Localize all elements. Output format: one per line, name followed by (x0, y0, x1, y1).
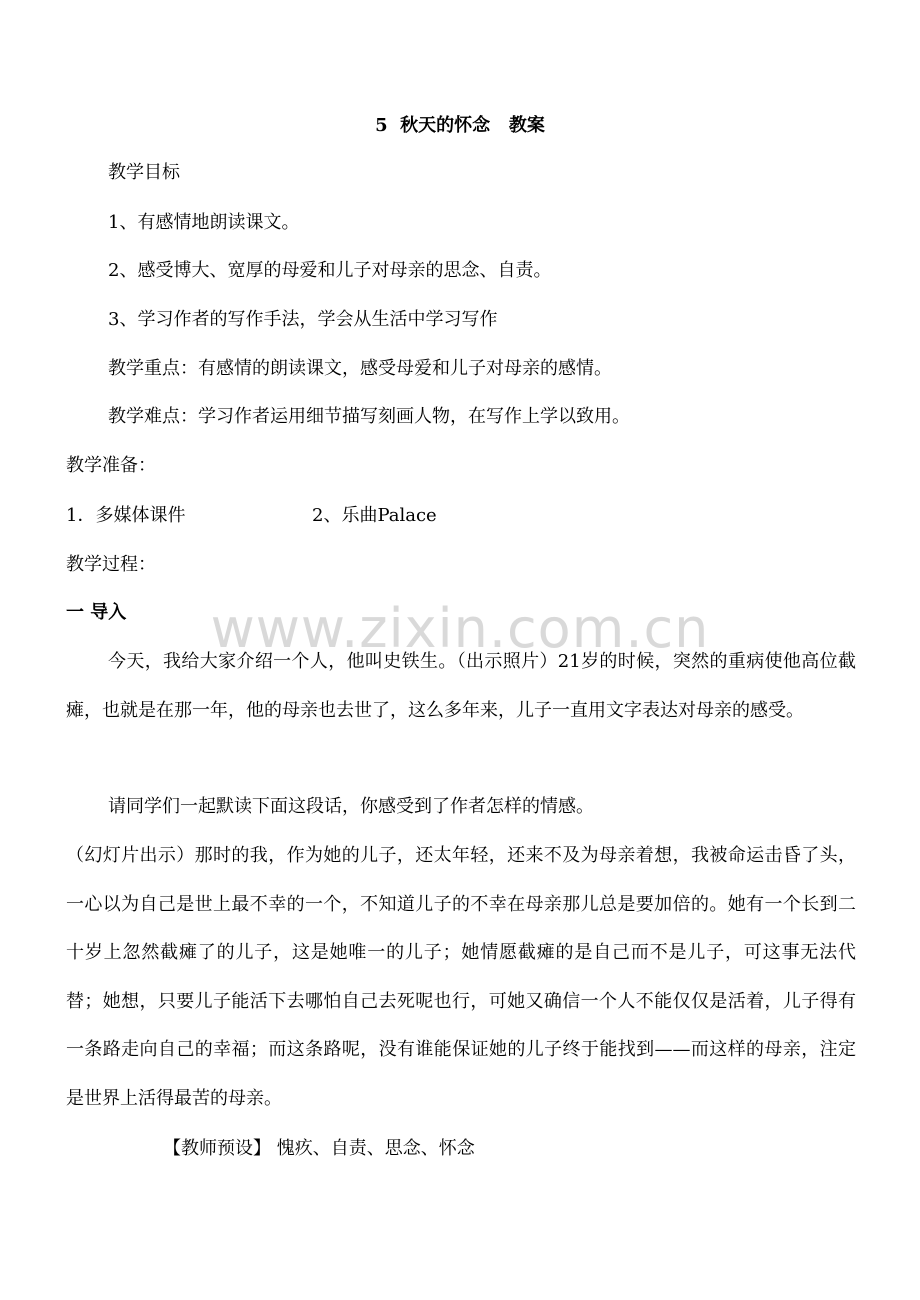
preparation-items (66, 504, 437, 528)
objective-item-2: 2、感受博大、宽厚的母爱和儿子对母亲的思念、自责。 (108, 260, 552, 281)
process-heading: 教学过程： (66, 554, 156, 575)
watermark: www.zixin.com.cn (210, 597, 710, 660)
teacher-preset: 【教师预设】 愧疚、自责、思念、怀念 (163, 1138, 475, 1159)
objective-item-3: 3、学习作者的写作手法，学会从生活中学习写作 (108, 309, 498, 330)
objectives-heading: 教学目标 (108, 162, 180, 183)
reading-instruction: 请同学们一起默读下面这段话，你感受到了作者怎样的情感。 (108, 796, 594, 817)
intro-paragraph: 今天，我给大家介绍一个人，他叫史铁生。（出示照片）21岁的时候，突然的重病使他高位截瘫，也就是在那一年，他的母亲也去世了，这么多年来，儿子一直用文字表达对母亲的感受。 (66, 651, 856, 721)
key-point: 教学重点：有感情的朗读课文，感受母爱和儿子对母亲的感情。 (108, 358, 612, 379)
objective-item-1: 1、有感情地朗读课文。 (108, 212, 300, 233)
preparation-item-1: 1．多媒体课件 (66, 505, 186, 526)
difficulty: 教学难点：学习作者运用细节描写刻画人物，在写作上学以致用。 (108, 406, 630, 427)
preparation-item-2: 2、乐曲Palace (312, 505, 437, 526)
document-title: 5 秋天的怀念 教案 (375, 115, 545, 136)
preparation-heading: 教学准备： (66, 455, 156, 476)
slide-paragraph: （幻灯片出示）那时的我，作为她的儿子，还太年轻，还来不及为母亲着想，我被命运击昏了头，一心以为自己是世上最不幸的一个，不知道儿子的不幸在母亲那儿总是要加倍的。她有一个长到二十岁上忽然截瘫了的儿子，这是她唯一的儿子；她情愿截瘫的是自己而不是儿子，可这事无法代替；她想，只要儿子能活下去哪怕自己去死呢也行，可她又确信一个人不能仅仅是活着，儿子得有一条路走向自己的幸福；而这条路呢，没有谁能保证她的儿子终于能找到——而这样的母亲，注定是世界上活得最苦的母亲。 (66, 845, 856, 1109)
section-heading-intro: 一 导入 (66, 602, 127, 623)
